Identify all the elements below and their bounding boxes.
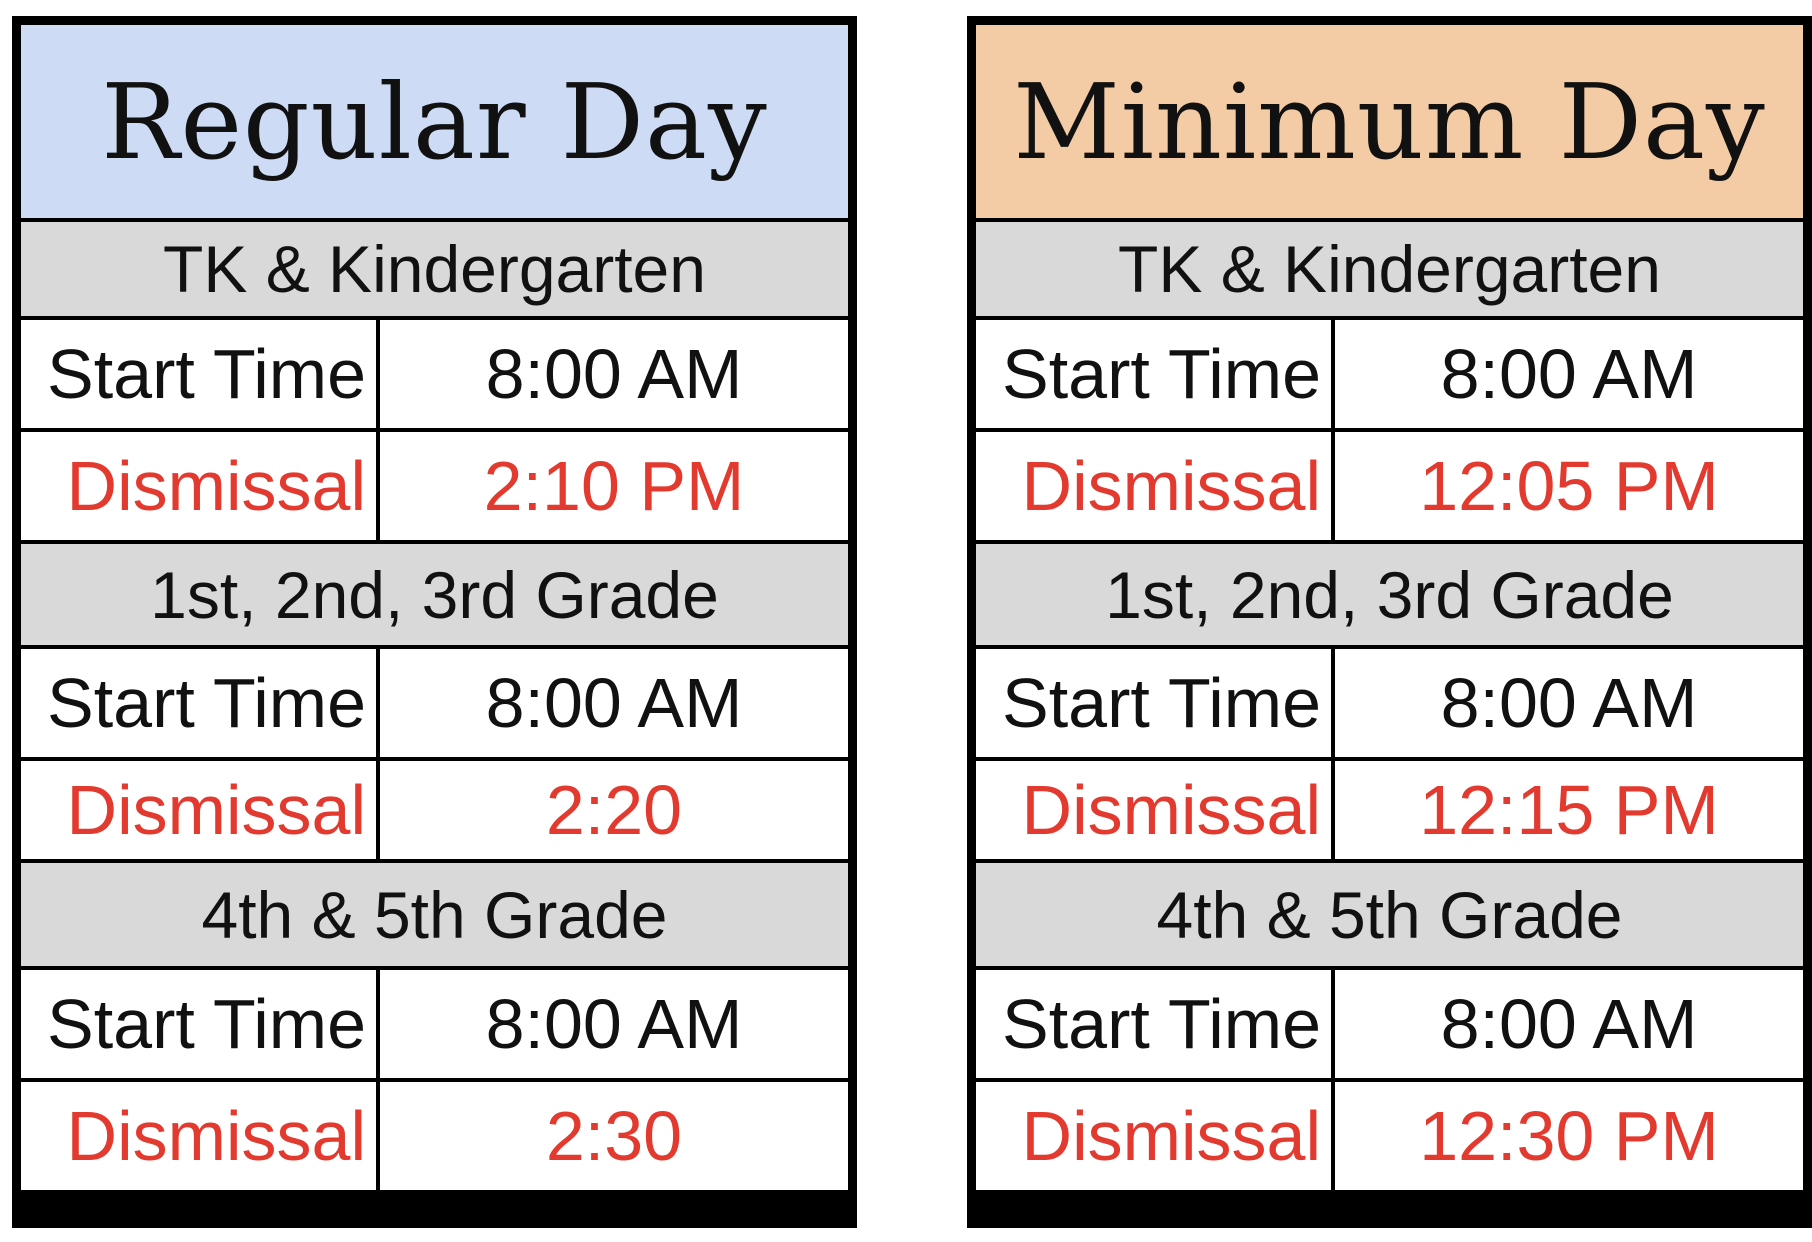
minimum-4-5-start-row <box>976 970 1803 1078</box>
regular-4-5-start-row <box>21 970 848 1078</box>
dismissal-label: Dismissal <box>21 1082 376 1190</box>
dismissal-value: 2:20 <box>380 761 848 859</box>
minimum-grade-header-1-3: 1st, 2nd, 3rd Grade <box>976 544 1803 645</box>
minimum-1-3-start-row <box>976 649 1803 757</box>
start-time-value: 8:00 AM <box>380 320 848 428</box>
start-time-label: Start Time <box>21 320 376 428</box>
minimum-tk-dismissal-row <box>976 432 1803 540</box>
regular-day-schedule <box>12 16 857 1228</box>
minimum-4-5-dismissal-row <box>976 1082 1803 1190</box>
dismissal-label: Dismissal <box>976 761 1331 859</box>
dismissal-value: 12:15 PM <box>1335 761 1803 859</box>
dismissal-value: 12:05 PM <box>1335 432 1803 540</box>
regular-tk-dismissal-row <box>21 432 848 540</box>
dismissal-value: 2:10 PM <box>380 432 848 540</box>
minimum-day-title: Minimum Day <box>976 25 1803 218</box>
regular-grade-header-4-5: 4th & 5th Grade <box>21 863 848 966</box>
regular-4-5-dismissal-row <box>21 1082 848 1190</box>
dismissal-value: 12:30 PM <box>1335 1082 1803 1190</box>
regular-grade-header-tk: TK & Kindergarten <box>21 222 848 316</box>
regular-1-3-dismissal-row <box>21 761 848 859</box>
minimum-grade-header-tk: TK & Kindergarten <box>976 222 1803 316</box>
regular-grade-header-1-3: 1st, 2nd, 3rd Grade <box>21 544 848 645</box>
start-time-label: Start Time <box>976 970 1331 1078</box>
start-time-value: 8:00 AM <box>1335 649 1803 757</box>
start-time-label: Start Time <box>21 649 376 757</box>
start-time-label: Start Time <box>976 649 1331 757</box>
minimum-tk-start-row <box>976 320 1803 428</box>
dismissal-label: Dismissal <box>976 1082 1331 1190</box>
start-time-value: 8:00 AM <box>380 649 848 757</box>
dismissal-label: Dismissal <box>976 432 1331 540</box>
dismissal-label: Dismissal <box>21 432 376 540</box>
start-time-value: 8:00 AM <box>1335 970 1803 1078</box>
minimum-day-schedule <box>967 16 1812 1228</box>
dismissal-value: 2:30 <box>380 1082 848 1190</box>
start-time-label: Start Time <box>21 970 376 1078</box>
start-time-value: 8:00 AM <box>1335 320 1803 428</box>
start-time-value: 8:00 AM <box>380 970 848 1078</box>
minimum-1-3-dismissal-row <box>976 761 1803 859</box>
start-time-label: Start Time <box>976 320 1331 428</box>
dismissal-label: Dismissal <box>21 761 376 859</box>
regular-tk-start-row <box>21 320 848 428</box>
regular-day-title: Regular Day <box>21 25 848 218</box>
regular-1-3-start-row <box>21 649 848 757</box>
minimum-grade-header-4-5: 4th & 5th Grade <box>976 863 1803 966</box>
